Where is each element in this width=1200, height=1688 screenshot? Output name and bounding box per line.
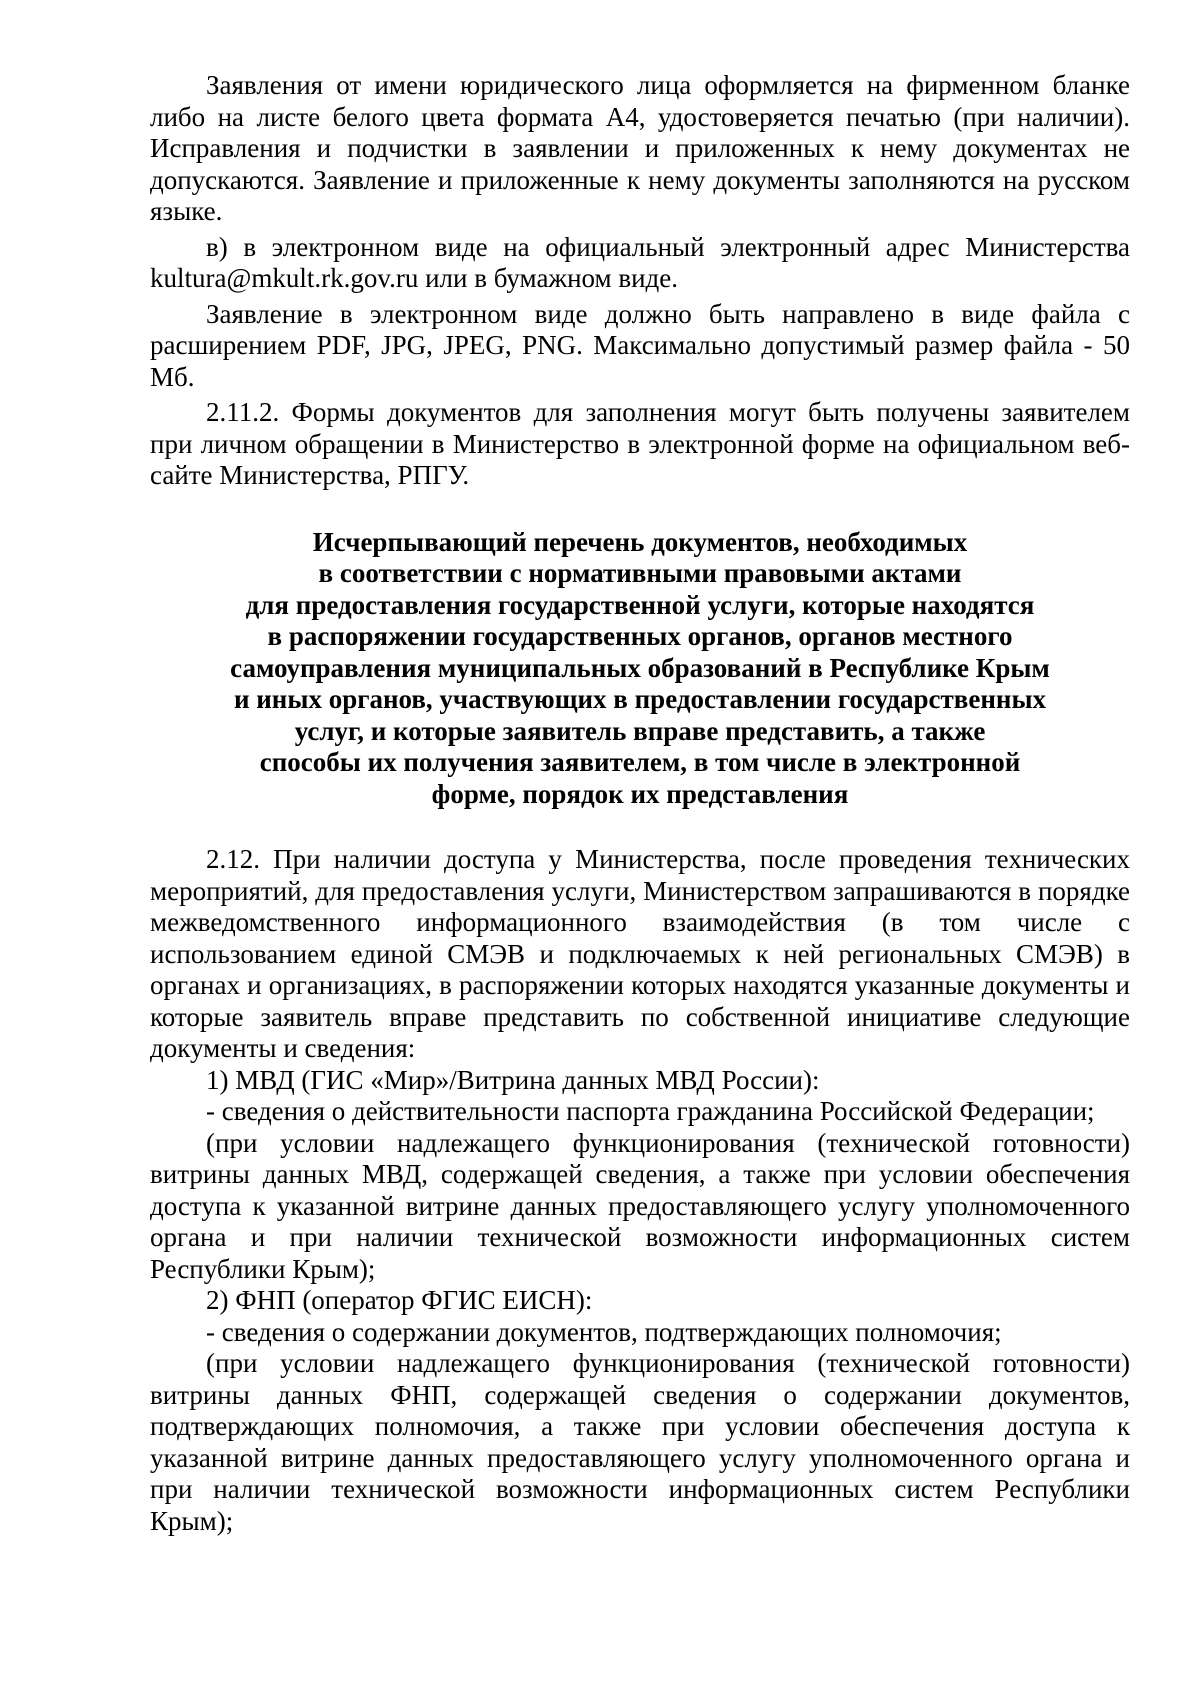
paragraph-2-11-2: 2.11.2. Формы документов для заполнения могут быть получены заявителем при личном обращении в Министерство в электронной форме на официальном веб-сайте Министерства, РПГУ. xyxy=(150,397,1130,490)
paragraph-electronic-address: в) в электронном виде на официальный электронный адрес Министерства kultura@mkult.rk.gov.ru или в бумажном виде. xyxy=(150,231,1130,293)
paragraph-legal-entity-application: Заявления от имени юридического лица оформляется на фирменном бланке либо на листе белого цвета формата А4, удостоверяется печатью (при наличии). Исправления и подчистки в заявлении и приложенных к нему документах не допускаются. Заявление и приложенные к нему документы заполняются на русском языке. xyxy=(150,70,1130,226)
paragraph-mvd-condition: (при условии надлежащего функционирования (технической готовности) витрины данных МВД, содержащей сведения, а также при условии обеспечения доступа к указанной витрине данных предоставляющего услугу уполномоченного органа и при наличии технической возможности информационных систем Республики Крым); xyxy=(150,1127,1130,1284)
heading-line: форме, порядок их представления xyxy=(431,778,849,809)
list-item-fnp: 2) ФНП (оператор ФГИС ЕИСН): xyxy=(206,1285,593,1315)
heading-line: услуг, и которые заявитель вправе представить, а также xyxy=(294,715,986,746)
heading-line: в соответствии с нормативными правовыми актами xyxy=(318,558,962,588)
heading-line: самоуправления муниципальных образований в Республике Крым xyxy=(230,652,1050,683)
document-body xyxy=(150,70,1130,1537)
heading-line: и иных органов, участвующих в предоставлении государственных xyxy=(233,684,1047,714)
list-item-passport-validity: - сведения о действительности паспорта гражданина Российской Федерации; xyxy=(206,1096,1095,1126)
heading-line: способы их получения заявителем, в том числе в электронной xyxy=(259,747,1021,777)
section-heading xyxy=(150,527,1130,811)
paragraph-file-format: Заявление в электронном виде должно быть направлено в виде файла с расширением PDF, JPG, JPEG, PNG. Максимально допустимый размер файла - 50 Мб. xyxy=(150,298,1130,392)
paragraph-fnp-condition: (при условии надлежащего функционирования (технической готовности) витрины данных ФНП, содержащей сведения о содержании документов, подтверждающих полномочия, а также при условии обеспечения доступа к указанной витрине данных предоставляющего услугу уполномоченного органа и при наличии технической возможности информационных систем Республики Крым); xyxy=(150,1348,1130,1536)
list-item-mvd: 1) МВД (ГИС «Мир»/Витрина данных МВД России): xyxy=(206,1064,820,1095)
list-item-authority-documents: - сведения о содержании документов, подтверждающих полномочия; xyxy=(206,1316,1002,1347)
heading-line: в распоряжении государственных органов, органов местного xyxy=(267,621,1013,651)
paragraph-2-12: 2.12. При наличии доступа у Министерства, после проведения технических мероприятий, для предоставления услуги, Министерством запрашиваются в порядке межведомственного информационного взаимодействия (в том числе с использованием единой СМЭВ и подключаемых к ней региональных СМЭВ) в органах и организациях, в распоряжении которых находятся указанные документы и которые заявитель вправе представить по собственной инициативе следующие документы и сведения: xyxy=(150,844,1130,1063)
heading-line: для предоставления государственной услуги, которые находятся xyxy=(245,589,1035,620)
heading-line: Исчерпывающий перечень документов, необходимых xyxy=(312,526,968,557)
